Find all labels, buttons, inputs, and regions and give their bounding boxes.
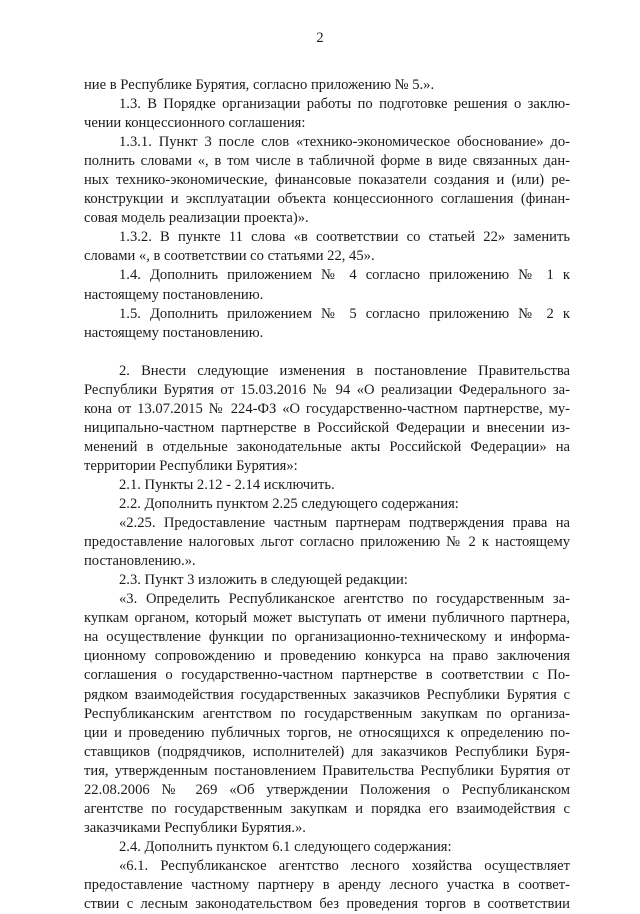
text-line: заказчиками Республики Бурятия.». (84, 819, 306, 836)
text-line: ции и проведению публичных торгов, не относящихся к определению по- (84, 724, 570, 741)
text-line: Республиканским агентством по государственным закупкам по организа- (84, 705, 570, 722)
text-line: «6.1. Республиканское агентство лесного хозяйства осуществляет (119, 857, 570, 874)
text-line: 1.3.2. В пункте 11 слова «в соответствии со статьей 22» заменить (119, 229, 570, 246)
text-line: чении концессионного соглашения: (84, 115, 306, 132)
document-body (84, 76, 570, 914)
text-line: ционному сопровождению и проведению конкурса на право заключения (84, 648, 570, 665)
text-line: 2.4. Дополнить пунктом 6.1 следующего содержания: (119, 838, 452, 855)
text-line: 2. Внести следующие изменения в постановление Правительства (119, 362, 570, 379)
text-line: 1.5. Дополнить приложением № 5 согласно приложению № 2 к (119, 305, 570, 322)
text-line: настоящему постановлению. (84, 286, 264, 303)
text-line: полнить словами «, в том числе в табличной форме в виде связанных дан- (84, 153, 570, 170)
text-line: на осуществление функции по организационно-техническому и информа- (84, 629, 570, 646)
text-line: 2.3. Пункт 3 изложить в следующей редакции: (119, 572, 408, 589)
text-line: 2.2. Дополнить пунктом 2.25 следующего содержания: (119, 496, 459, 513)
text-line: 1.4. Дополнить приложением № 4 согласно приложению № 1 к (119, 267, 570, 284)
text-line: Республики Бурятия от 15.03.2016 № 94 «О реализации Федерального за- (84, 381, 570, 398)
text-line: предоставление налоговых льгот согласно приложению № 2 к настоящему (84, 534, 570, 551)
text-line: ставщиков (подрядчиков, исполнителей) для заказчиков Республики Буря- (84, 743, 570, 760)
text-line: постановлению.». (84, 553, 196, 570)
text-line: кона от 13.07.2015 № 224-ФЗ «О государственно-частном партнерстве, му- (84, 400, 570, 417)
text-line: территории Республики Бурятия»: (84, 457, 298, 474)
text-line: тия, утвержденным постановлением Правительства Республики Бурятия от (84, 762, 570, 779)
text-line: 1.3. В Порядке организации работы по подготовке решения о заклю- (119, 96, 570, 113)
text-line: «2.25. Предоставление частным партнерам подтверждения права на (119, 515, 570, 532)
text-line: настоящему постановлению. (84, 324, 264, 341)
text-line: соглашения о государственно-частном партнерстве в соответствии с По- (84, 667, 570, 684)
text-line: агентстве по государственным закупкам и порядка его взаимодействия с (84, 800, 570, 817)
text-line: ствии с лесным законодательством без проведения торгов в соответствии (84, 896, 570, 913)
paragraph-gap (84, 343, 570, 362)
text-line: совая модель реализации проекта)». (84, 210, 309, 227)
text-line: ных технико-экономические, финансовые показатели создания и (или) ре- (84, 172, 570, 189)
text-line: предоставление частному партнеру в аренду лесного участка в соответ- (84, 876, 570, 893)
text-line: ниципально-частном партнерстве в Российской Федерации и внесении из- (84, 419, 570, 436)
text-line: рядком взаимодействия государственных заказчиков Республики Бурятия с (84, 686, 570, 703)
text-line: менений в отдельные законодательные акты Российской Федерации» на (84, 438, 570, 455)
text-line: ние в Республике Бурятия, согласно приложению № 5.». (84, 77, 435, 93)
text-line: 1.3.1. Пункт 3 после слов «технико-экономическое обоснование» до- (119, 134, 570, 151)
text-line: конструкции и эксплуатации объекта концессионного соглашения (финан- (84, 191, 570, 208)
page-number: 2 (316, 30, 324, 46)
text-line: «3. Определить Республиканское агентство по государственным за- (119, 591, 570, 608)
text-line: 2.1. Пункты 2.12 - 2.14 исключить. (119, 476, 335, 493)
text-line: словами «, в соответствии со статьями 22, 45». (84, 248, 375, 265)
text-line: 22.08.2006 № 269 «Об утверждении Положения о Республиканском (84, 781, 570, 798)
text-line: купкам органом, который может выступать от имени публичного партнера, (84, 610, 570, 627)
